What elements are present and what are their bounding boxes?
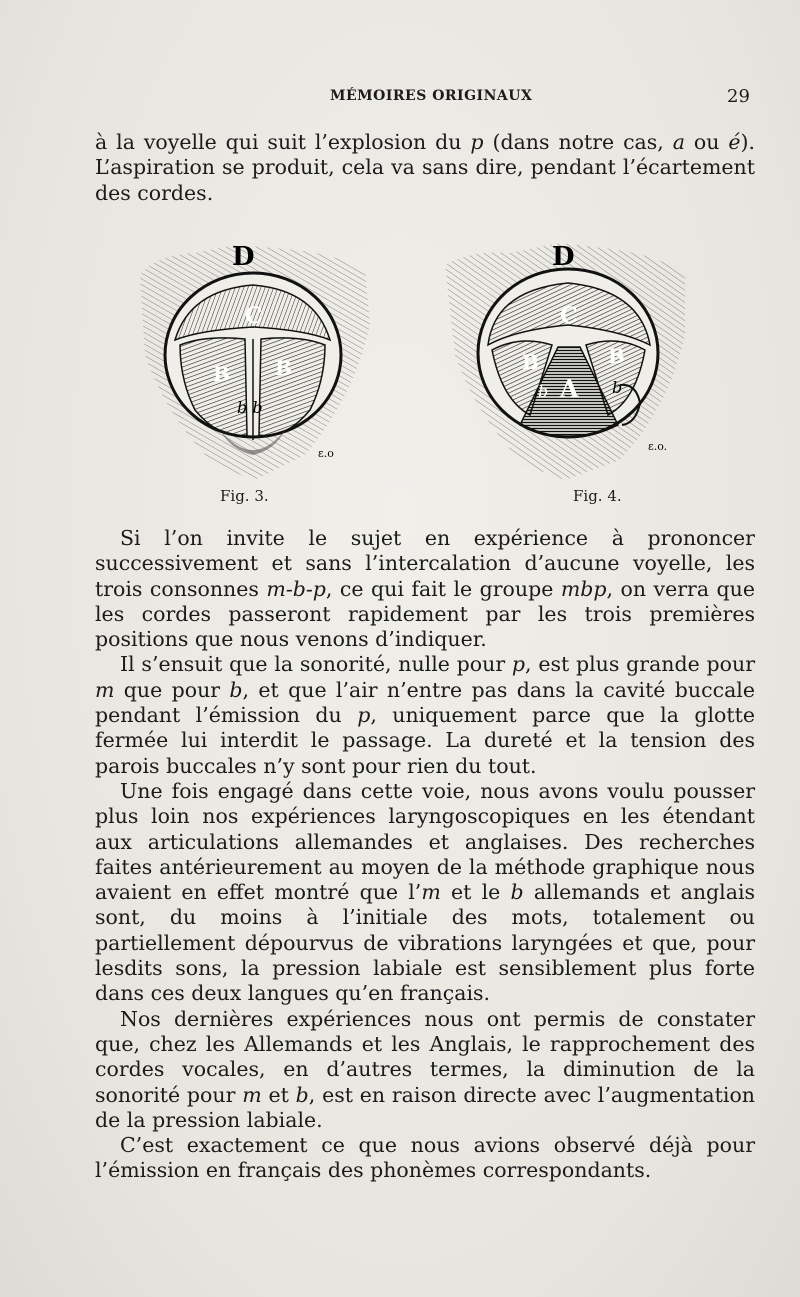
fig3-label-bb: b b [237,398,263,417]
page-header [0,88,800,112]
paragraph-2: Il s’ensuit que la sonorité, nulle pour p, est plus grande pour m que pour b, et que l’air n’entre pas dans la cavité buccale pendant l’émission du p, uniquement parce que la glotte fermée lui interdit le passage. La dureté et la tension des parois buccales n’y sont pour rien du tout. [95,652,755,778]
running-title: MÉMOIRES ORIGINAUX [330,88,533,104]
fig4-label-b-small-right: b [612,378,623,397]
fig3-label-d: D [232,242,255,272]
intro-text [95,130,755,206]
figure-3-illustration [135,235,375,490]
fig4-label-b-small-left: b [538,382,549,401]
body-text [95,526,755,1184]
paragraph-3: Une fois engagé dans cette voie, nous avons voulu pousser plus loin nos expériences laryngoscopiques en les étendant aux articulations allemandes et anglaises. Des recherches faites antérieurement au moyen de la méthode graphique nous avaient en effet montré que l’m et le b allemands et anglais sont, du moins à l’initiale des mots, totalement ou partiellement dépourvus de vibrations laryngées et que, pour lesdits sons, la pression labiale est sensiblement plus forte dans ces deux langues qu’en français. [95,778,756,1006]
paragraph-5: C’est exactement ce que nous avions observé déjà pour l’émission en français des phonèmes correspondants. [95,1133,755,1183]
figure-3-caption: Fig. 3. [220,487,269,505]
fig4-label-c: C [560,303,578,329]
fig4-label-b-right: B [608,344,625,368]
figure-4-caption: Fig. 4. [573,487,622,505]
paragraph-4: Nos dernières expériences nous ont permis de constater que, chez les Allemands et les Anglais, le rapprochement des cordes vocales, en d’autres termes, la diminution de la sonorité pour m et b, est en raison directe avec l’augmentation de la pression labiale. [95,1006,755,1132]
figure-4-illustration [440,235,690,490]
fig3-label-b-left: B [213,362,230,386]
fig3-label-c: C [245,303,263,329]
intro-paragraph: à la voyelle qui suit l’explosion du p (dans notre cas, a ou é). L’aspiration se produit, cela va sans dire, pendant l’écartement des cordes. [95,130,755,205]
fig4-label-b-left: B [522,350,539,374]
page-number: 29 [727,86,750,107]
fig4-label-d: D [552,242,575,272]
fig3-label-corner: ε.o [318,447,334,460]
fig3-label-b-right: B [275,356,292,380]
fig4-label-corner: ε.o. [648,440,668,453]
fig4-label-a: A [560,374,579,403]
paragraph-1: Si l’on invite le sujet en expérience à prononcer successivement et sans l’intercalation d’aucune voyelle, les trois consonnes m-b-p, ce qui fait le groupe mbp, on verra que les cordes passeront rapidement par les trois premières positions que nous venons d’indiquer. [95,526,756,652]
